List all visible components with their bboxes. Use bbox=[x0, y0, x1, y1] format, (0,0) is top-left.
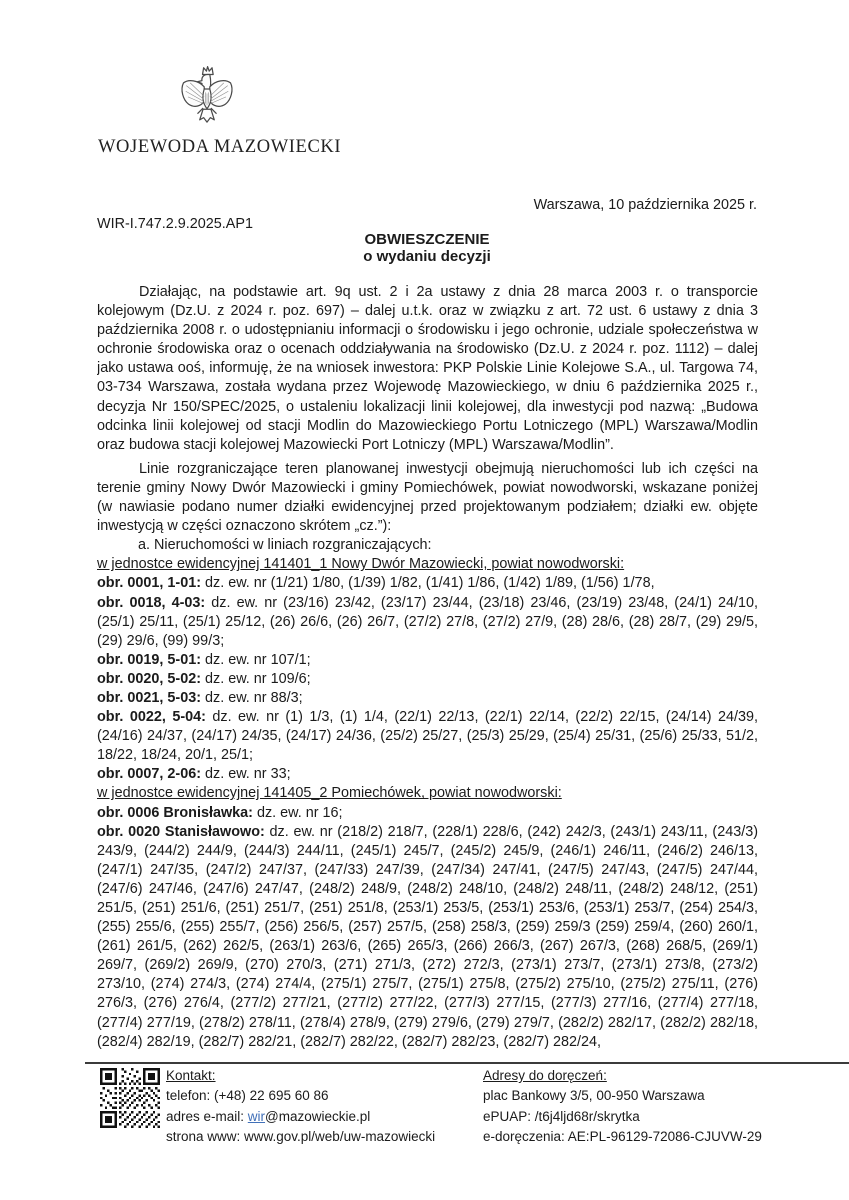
parcel-entry-label: obr. 0006 Bronisławka: bbox=[97, 804, 253, 821]
parcel-entry-label: obr. 0018, 4-03: bbox=[97, 594, 206, 611]
parcel-entry bbox=[97, 823, 758, 1052]
parcel-entry-text: dz. ew. nr 109/6; bbox=[205, 670, 311, 687]
parcel-entry-label: obr. 0020 Stanisławowo: bbox=[97, 823, 265, 840]
footer-divider bbox=[85, 1062, 849, 1064]
unit1-heading: w jednostce ewidencyjnej 141401_1 Nowy Dwór Mazowiecki, powiat nowodworski: bbox=[97, 556, 625, 573]
document-title-block bbox=[97, 232, 757, 265]
unit2-heading: w jednostce ewidencyjnej 141405_2 Pomiechówek, powiat nowodworski: bbox=[97, 785, 562, 802]
contact-email-line bbox=[166, 1107, 435, 1127]
institution-name: WOJEWODA MAZOWIECKI bbox=[98, 137, 342, 157]
email-link[interactable]: wir bbox=[247, 1108, 266, 1124]
parcel-entry-text: dz. ew. nr 33; bbox=[205, 766, 291, 783]
parcel-entry bbox=[97, 651, 758, 670]
page-footer bbox=[0, 1062, 849, 1200]
parcel-entry-label: obr. 0022, 5-04: bbox=[97, 709, 206, 726]
parcel-entry-text: dz. ew. nr 88/3; bbox=[205, 689, 303, 706]
parcel-entry bbox=[97, 708, 758, 765]
parcel-entry bbox=[97, 765, 758, 784]
parcel-entry-label: obr. 0019, 5-01: bbox=[97, 651, 201, 668]
parcel-entry bbox=[97, 594, 758, 651]
parcel-entry-label: obr. 0007, 2-06: bbox=[97, 766, 201, 783]
parcel-entry-text: dz. ew. nr 16; bbox=[256, 804, 343, 821]
qr-code bbox=[100, 1068, 160, 1128]
document-subtitle: o wydaniu decyzji bbox=[363, 247, 491, 265]
paragraph-legal-basis: Działając, na podstawie art. 9q ust. 2 i 2a ustawy z dnia 28 marca 2003 r. o transporcie kolejowym (Dz.U. z 2024 r. poz. 697) – dalej u.t.k. oraz w związku z art. 72 ust. 6 ustawy z dnia 3 października 2008 r. o udostępnianiu informacji o środowisku i jego ochronie, udziale społeczeństwa w ochronie środowiska oraz o ocenach oddziaływania na środowisko (Dz.U. z 2024 r. poz. 1112) – dalej jako ustawa ooś, informuję, że na wniosek inwestora: PKP Polskie Linie Kolejowe S.A., ul. Targowa 74, 03-734 Warszawa, została wydana przez Wojewodę Mazowieckiego, w dniu 6 października 2025 r., decyzja Nr 150/SPEC/2025, o ustaleniu lokalizacji linii kolejowej, dla inwestycji pod nazwą: „Budowa odcinka linii kolejowej od stacji Modlin do Mazowieckiego Portu Lotniczego (MPL) Warszawa/Modlin oraz budowa stacji kolejowej Mazowiecki Port Lotniczy (MPL) Warszawa/Modlin”. bbox=[97, 284, 758, 453]
delivery-heading: Adresy do doręczeń: bbox=[483, 1068, 607, 1083]
parcel-entry bbox=[97, 574, 758, 593]
contact-heading: Kontakt: bbox=[166, 1068, 216, 1083]
parcel-entry-label: obr. 0020, 5-02: bbox=[97, 670, 201, 687]
document-title: OBWIESZCZENIE bbox=[364, 231, 490, 248]
parcel-entry-text: dz. ew. nr (1) 1/3, (1) 1/4, (22/1) 22/13, (22/1) 22/14, (22/2) 22/15, (24/14) 24/39, (24/16) 24/37, (24/17) 24/35, (24/17) 24/36, (25/2) 25/27, (25/3) 25/29, (25/4) 25/31, (25/6) 25/33, 51/2, 18/22, 18/24, 20/1, 25/1; bbox=[97, 709, 758, 764]
parcel-entry-text: dz. ew. nr (1/21) 1/80, (1/39) 1/82, (1/41) 1/86, (1/42) 1/89, (1/56) 1/78, bbox=[205, 575, 655, 592]
parcel-entry-text: dz. ew. nr (218/2) 218/7, (228/1) 228/6, (242) 242/3, (243/1) 243/11, (243/3) 243/9, (244/2) 244/9, (244/3) 244/11, (245/1) 245/7, (245/2) 245/9, (246/1) 246/11, (246/2) 246/13, (247/1) 247/35, (247/2) 247/37, (247/33) 247/39, (247/34) 247/41, (247/5) 247/43, (247/5) 247/44, (247/6) 247/46, (247/6) 247/47, (248/2) 248/9, (248/2) 248/10, (248/2) 248/11, (248/2) 248/12, (251) 251/5, (251) 251/6, (251) 251/7, (251) 251/8, (253/1) 253/5, (253/1) 253/6, (253/1) 253/7, (254) 254/3, (255) 255/6, (255) 255/7, (256) 256/5, (257) 257/5, (258) 258/3, (259) 259/3 (259) 259/4, (260) 260/1, (261) 261/5, (262) 262/5, (263/1) 263/6, (265) 265/3, (266) 266/3, (267) 267/3, (268) 268/5, (269/1) 269/7, (269/2) 269/9, (270) 270/3, (271) 271/3, (272) 272/3, (273/1) 273/7, (273/1) 273/8, (273/2) 273/10, (274) 274/3, (274) 274/4, (275/1) 275/7, (275/1) 275/8, (275/2) 275/10, (275/2) 275/11, (276) 276/3, (276) 276/4, (277/2) 277/21, (277/2) 277/22, (277/3) 277/15, (277/3) 277/16, (277/4) 277/18, (277/4) 277/19, (278/2) 278/11, (278/4) 278/9, (279) 279/6, (279) 279/7, (282/2) 282/17, (282/2) 282/18, (282/4) 282/19, (282/7) 282/21, (282/7) 282/22, (282/7) 282/23, (282/7) 282/24, bbox=[97, 823, 758, 1050]
delivery-column bbox=[483, 1066, 762, 1148]
list-item-a: a. Nieruchomości w liniach rozgraniczających: bbox=[138, 537, 432, 554]
contact-column bbox=[166, 1066, 435, 1148]
paragraph-boundaries: Linie rozgraniczające teren planowanej inwestycji obejmują nieruchomości lub ich części na terenie gminy Nowy Dwór Mazowiecki i gminy Pomiechówek, powiat nowodworski, wskazane poniżej (w nawiasie podano numer działki ewidencyjnej przed projektowanym podziałem; działki ew. objęte inwestycją w części oznaczono skrótem „cz.”): bbox=[97, 460, 758, 535]
contact-www: strona www: www.gov.pl/web/uw-mazowiecki bbox=[166, 1129, 436, 1145]
parcel-entry bbox=[97, 670, 758, 689]
case-number: WIR-I.747.2.9.2025.AP1 bbox=[97, 216, 253, 232]
document-body bbox=[97, 283, 758, 1059]
parcel-entry-text: dz. ew. nr (23/16) 23/42, (23/17) 23/44, (23/18) 23/46, (23/19) 23/48, (24/1) 24/10, (25/1) 25/11, (25/1) 25/12, (26) 26/6, (26) 26/7, (27/2) 27/8, (27/2) 27/9, (28) 28/6, (28) 28/7, (29) 29/5, (29) 29/6, (99) 99/3; bbox=[97, 594, 758, 649]
parcel-entry bbox=[97, 689, 758, 708]
parcel-entry-text: dz. ew. nr 107/1; bbox=[205, 651, 311, 668]
delivery-address: plac Bankowy 3/5, 00-950 Warszawa bbox=[483, 1088, 705, 1104]
contact-email-suffix: @mazowieckie.pl bbox=[265, 1108, 371, 1124]
contact-phone: telefon: (+48) 22 695 60 86 bbox=[166, 1088, 329, 1104]
delivery-epuap: ePUAP: /t6j4ljd68r/skrytka bbox=[483, 1108, 640, 1124]
document-date: Warszawa, 10 października 2025 r. bbox=[533, 197, 757, 213]
contact-email-prefix: adres e-mail: bbox=[166, 1108, 248, 1124]
parcel-entry-label: obr. 0021, 5-03: bbox=[97, 689, 201, 706]
polish-eagle-emblem-icon bbox=[179, 62, 235, 134]
parcel-entry bbox=[97, 804, 758, 823]
parcel-entry-label: obr. 0001, 1-01: bbox=[97, 575, 201, 592]
delivery-edoreczenia: e-doręczenia: AE:PL-96129-72086-CJUVW-29 bbox=[483, 1129, 762, 1145]
